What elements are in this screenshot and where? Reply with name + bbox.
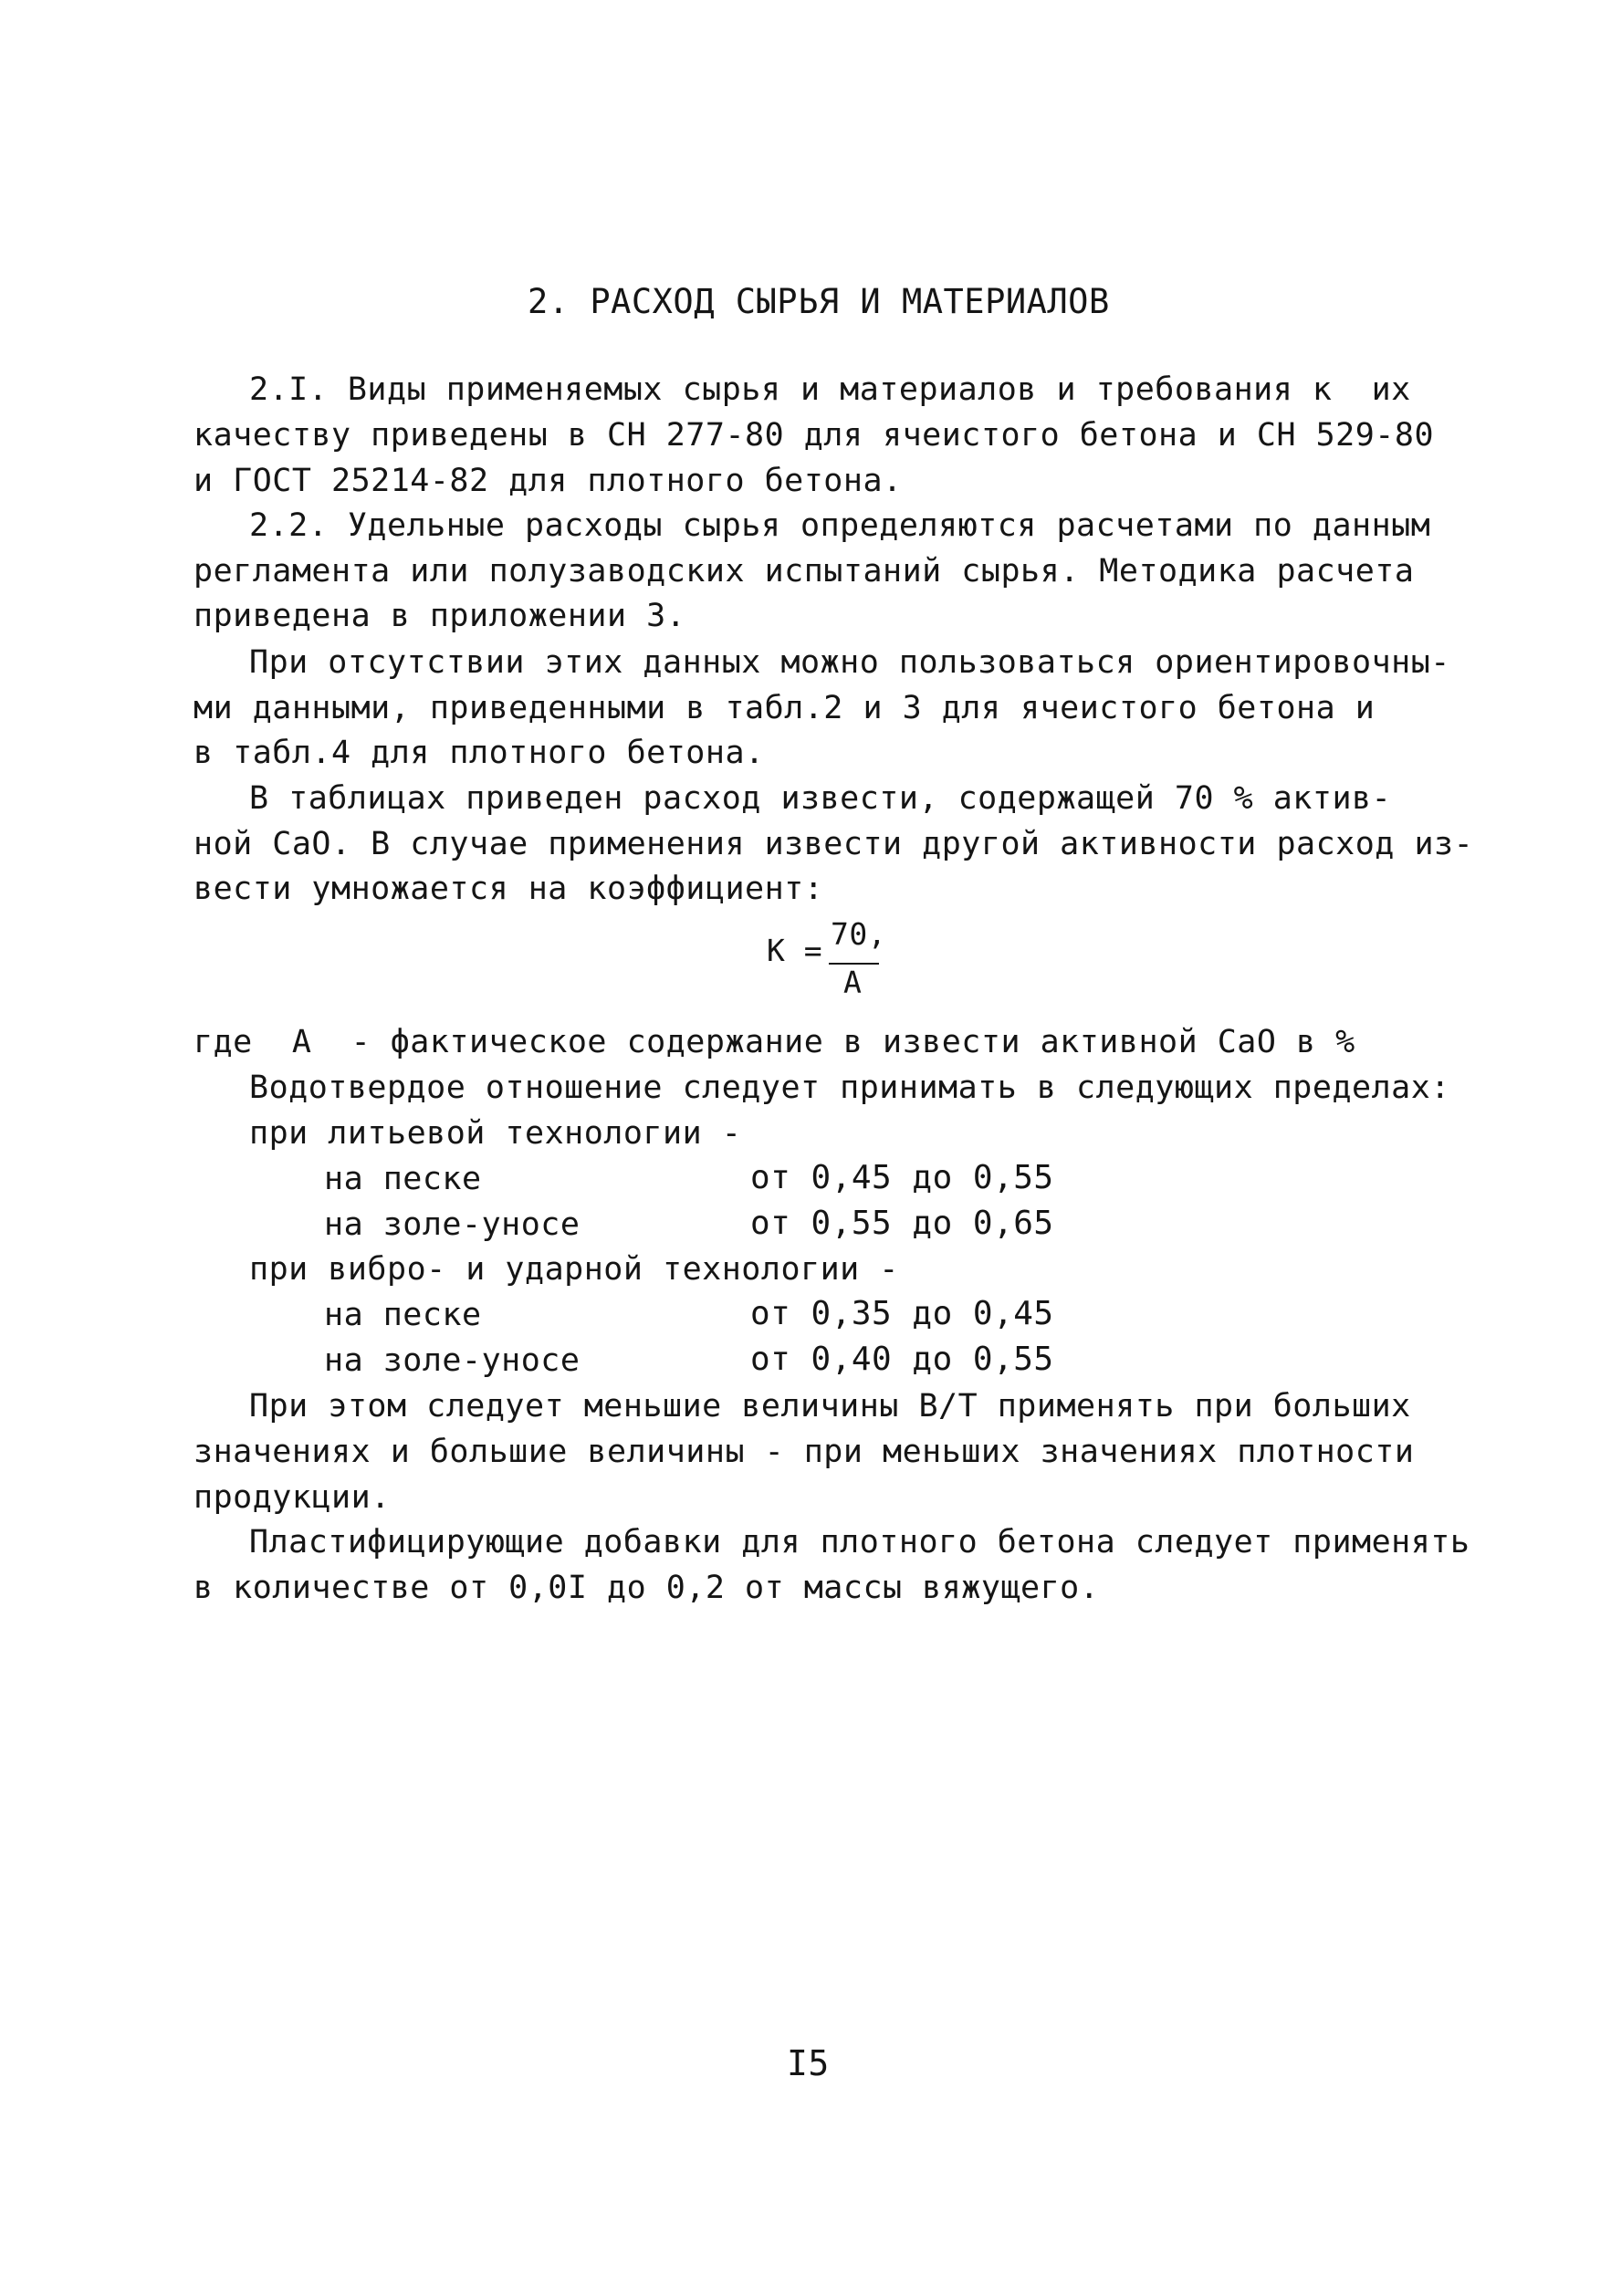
paragraph-lime-line-2: ной СаО. В случае применения извести другой активности расход из- <box>194 826 1474 862</box>
wt-note-line-3: продукции. <box>194 1479 391 1516</box>
casting-row-range: от 0,55 до 0,65 <box>750 1205 1054 1242</box>
page-number: I5 <box>787 2043 830 2083</box>
plasticizer-line-1: Пластифицирующие добавки для плотного бетона следует применять <box>249 1524 1470 1560</box>
paragraph-lime-line-1: В таблицах приведен расход извести, содержащей 70 % актив- <box>249 780 1392 817</box>
vibro-technology-title: при вибро- и ударной технологии - <box>249 1251 899 1288</box>
vibro-row-label: на песке <box>324 1297 482 1333</box>
paragraph-2-1-line-3: и ГОСТ 25214-82 для плотного бетона. <box>194 463 903 499</box>
wt-note-line-2: значениях и большие величины - при меньших значениях плотности <box>194 1434 1415 1470</box>
paragraph-2-2-line-2: регламента или полузаводских испытаний сырья. Методика расчета <box>194 553 1415 590</box>
formula-denominator: А <box>843 965 863 1000</box>
paragraph-absence-line-1: При отсутствии этих данных можно пользоваться ориентировочны- <box>249 644 1450 681</box>
casting-row-label: на песке <box>324 1161 482 1197</box>
formula-lhs: К = <box>767 933 823 968</box>
vibro-row-range: от 0,35 до 0,45 <box>750 1295 1054 1332</box>
paragraph-2-2-line-3: приведена в приложении 3. <box>194 598 686 634</box>
water-solid-intro: Водотвердое отношение следует принимать в следующих пределах: <box>249 1070 1450 1106</box>
formula-numerator: 70, <box>831 916 887 952</box>
section-heading: 2. РАСХОД СЫРЬЯ И МАТЕРИАЛОВ <box>528 282 1110 321</box>
casting-row-range: от 0,45 до 0,55 <box>750 1159 1054 1196</box>
paragraph-absence-line-3: в табл.4 для плотного бетона. <box>194 735 765 771</box>
formula-where-line: где А - фактическое содержание в извести активной СаО в % <box>194 1024 1355 1060</box>
vibro-row-label: на золе-уносе <box>324 1342 581 1379</box>
plasticizer-line-2: в количестве от 0,0I до 0,2 от массы вяжущего. <box>194 1570 1100 1606</box>
vibro-row-range: от 0,40 до 0,55 <box>750 1341 1054 1378</box>
paragraph-2-1-line-1: 2.I. Виды применяемых сырья и материалов и требования к их <box>249 371 1411 408</box>
paragraph-lime-line-3: вести умножается на коэффициент: <box>194 871 824 907</box>
paragraph-absence-line-2: ми данными, приведенными в табл.2 и 3 для ячеистого бетона и <box>194 690 1376 726</box>
casting-row-label: на золе-уносе <box>324 1206 581 1243</box>
wt-note-line-1: При этом следует меньшие величины В/Т применять при больших <box>249 1388 1411 1425</box>
paragraph-2-1-line-2: качеству приведены в СН 277-80 для ячеистого бетона и СН 529-80 <box>194 417 1435 454</box>
casting-technology-title: при литьевой технологии - <box>249 1115 742 1152</box>
paragraph-2-2-line-1: 2.2. Удельные расходы сырья определяются расчетами по данным <box>249 507 1431 544</box>
